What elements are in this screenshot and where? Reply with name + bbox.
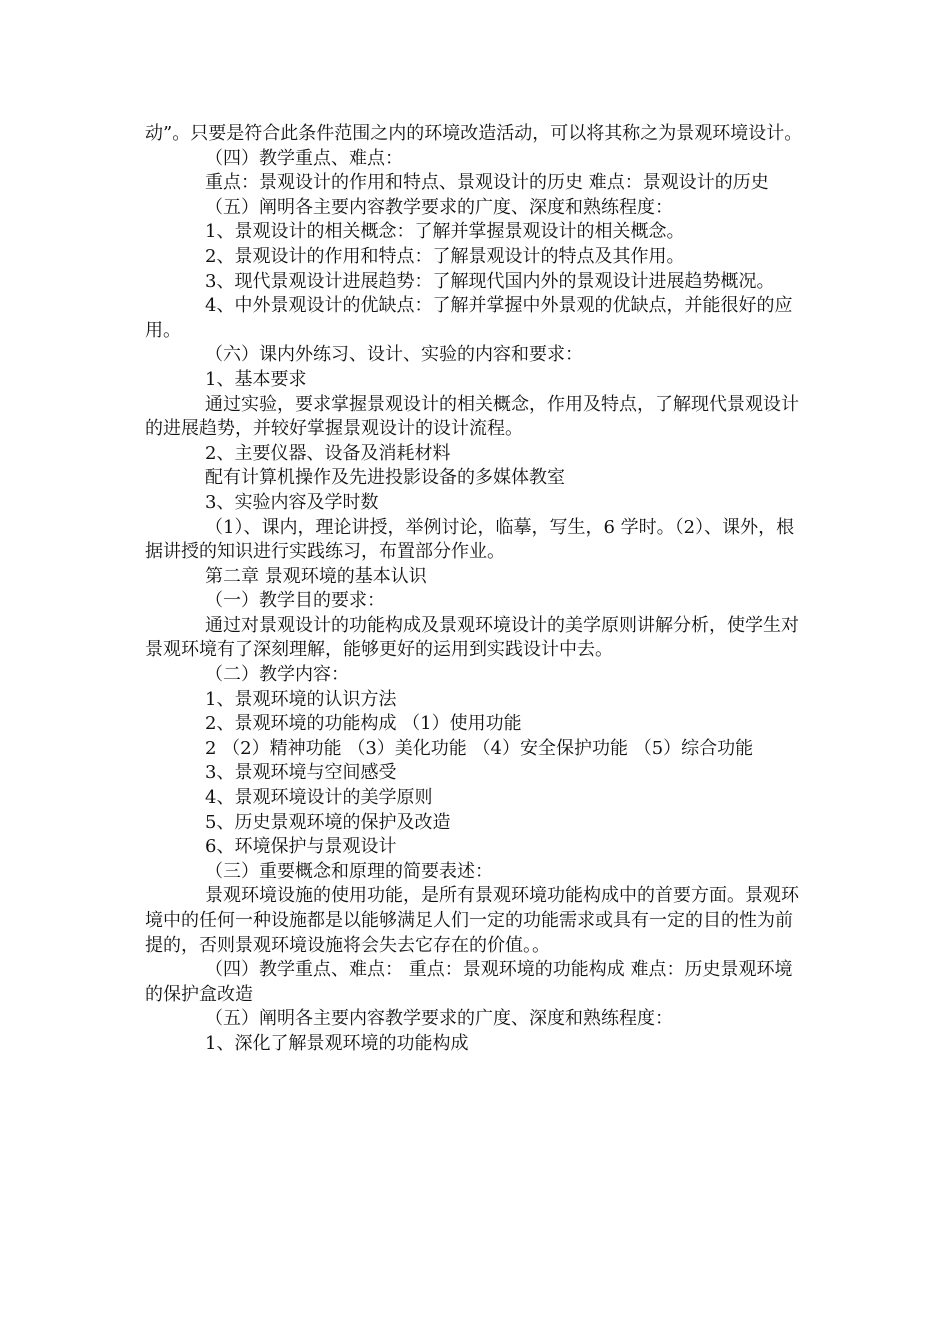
- section-heading: （三）重要概念和原理的简要表述：: [205, 860, 493, 882]
- list-item: 2、主要仪器、设备及消耗材料: [205, 442, 451, 464]
- section-heading: （二）教学内容：: [205, 664, 349, 686]
- list-item: 3、实验内容及学时数: [205, 491, 379, 513]
- list-item: 4、景观环境设计的美学原则: [205, 787, 433, 809]
- section-heading: （一）教学目的要求：: [205, 590, 385, 612]
- paragraph: 配有计算机操作及先进投影设备的多媒体教室: [205, 467, 565, 489]
- list-item: 3、景观环境与空间感受: [205, 762, 397, 784]
- section-heading: （四）教学重点、难点：: [205, 147, 403, 169]
- paragraph: 动”。只要是符合此条件范围之内的环境改造活动，可以将其称之为景观环境设计。: [145, 123, 803, 144]
- section-heading: （六）课内外练习、设计、实验的内容和要求：: [205, 344, 583, 366]
- section-heading: （四）教学重点、难点： 重点：景观环境的功能构成 难点：历史景观环境的保护盒改造: [145, 959, 793, 1005]
- list-item: 6、环境保护与景观设计: [205, 836, 397, 858]
- list-item: 4、中外景观设计的优缺点：了解并掌握中外景观的优缺点，并能很好的应用。: [145, 295, 793, 341]
- list-item: 2 （2）精神功能 （3）美化功能 （4）安全保护功能 （5）综合功能: [205, 737, 754, 759]
- chapter-title: 第二章 景观环境的基本认识: [205, 565, 427, 587]
- section-heading: （五）阐明各主要内容教学要求的广度、深度和熟练程度：: [205, 1008, 673, 1030]
- paragraph: 通过实验，要求掌握景观设计的相关概念，作用及特点，了解现代景观设计的进展趋势，并较好掌握景观设计的设计流程。: [145, 393, 799, 440]
- list-item: 2、景观设计的作用和特点：了解景观设计的特点及其作用。: [205, 245, 685, 267]
- list-item: 2、景观环境的功能构成 （1）使用功能: [205, 713, 522, 735]
- paragraph: （1）、课内，理论讲授，举例讨论，临摹，写生，6 学时。（2）、课外，根据讲授的知识进行实践练习，布置部分作业。: [145, 516, 795, 563]
- paragraph: 通过对景观设计的功能构成及景观环境设计的美学原则讲解分析，使学生对景观环境有了深刻理解，能够更好的运用到实践设计中去。: [145, 614, 799, 661]
- list-item: 1、景观设计的相关概念：了解并掌握景观设计的相关概念。: [205, 221, 685, 243]
- paragraph: 重点：景观设计的作用和特点、景观设计的历史 难点：景观设计的历史: [205, 172, 769, 194]
- list-item: 1、景观环境的认识方法: [205, 688, 397, 710]
- list-item: 5、历史景观环境的保护及改造: [205, 811, 451, 833]
- paragraph: 景观环境设施的使用功能，是所有景观环境功能构成中的首要方面。景观环境中的任何一种设施都是以能够满足人们一定的功能需求或具有一定的目的性为前提的，否则景观环境设施将会失去它存在的价值。。: [145, 885, 799, 956]
- list-item: 1、基本要求: [205, 368, 307, 390]
- list-item: 3、现代景观设计进展趋势：了解现代国内外的景观设计进展趋势概况。: [205, 270, 775, 292]
- section-heading: （五）阐明各主要内容教学要求的广度、深度和熟练程度：: [205, 196, 673, 218]
- list-item: 1、深化了解景观环境的功能构成: [205, 1032, 469, 1054]
- document-body: [145, 122, 807, 1057]
